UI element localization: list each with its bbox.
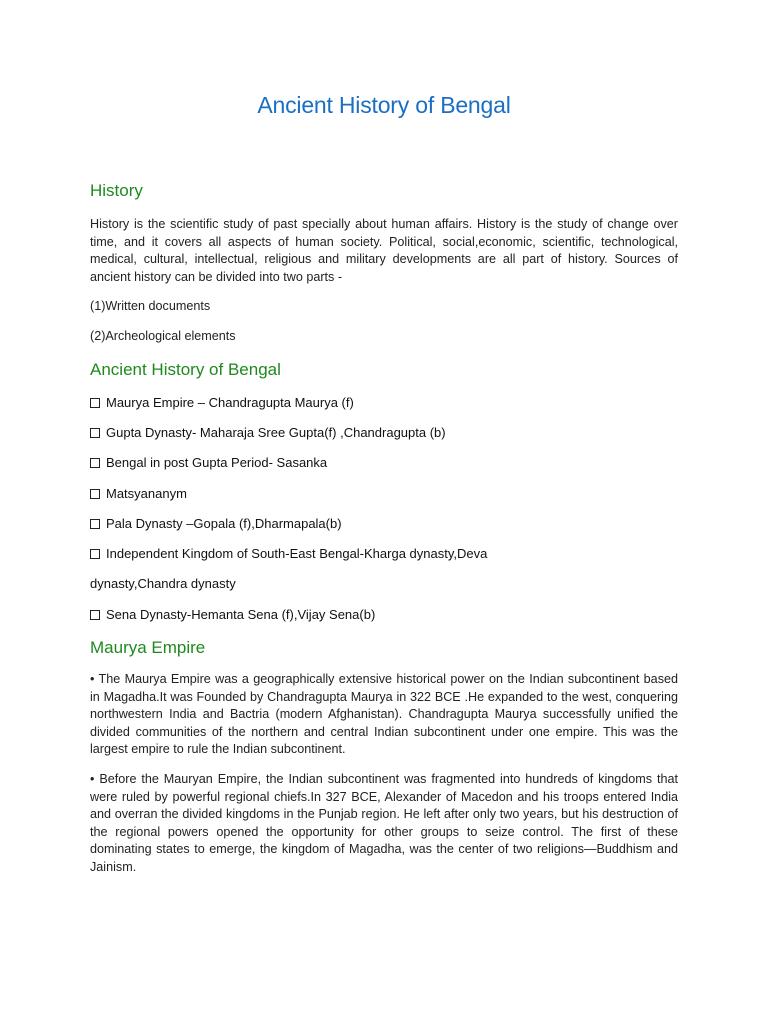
bullet-gupta [90,425,446,440]
bullet-text: Independent Kingdom of South-East Bengal-Kharga dynasty,Deva [106,546,488,561]
maurya-heading: Maurya Empire [90,638,206,657]
bullet-text: Pala Dynasty –Gopala (f),Dharmapala(b) [106,516,342,531]
bullet-pala [90,516,342,531]
bullet-independent-kingdom [90,546,487,561]
ancient-history-heading: Ancient History of Bengal [90,360,281,379]
checkbox-icon [90,610,100,620]
history-paragraph: History is the scientific study of past specially about human affairs. History is the study of change over time, and it covers all aspects of human society. Political, social,economic, scientific, technological, medical, cultural, intellectual, religious and military developments are all part of history. Sources of ancient history can be divided into two parts - [90,217,678,284]
checkbox-icon [90,519,100,529]
bullet-maurya [90,395,354,410]
bullet-text: Bengal in post Gupta Period- Sasanka [106,455,328,470]
bullet-text: Sena Dynasty-Hemanta Sena (f),Vijay Sena(b) [106,607,376,622]
maurya-paragraph-2: • Before the Mauryan Empire, the Indian subcontinent was fragmented into hundreds of kingdoms that were ruled by powerful regional chiefs.In 327 BCE, Alexander of Macedon and his troops entered India and overran the divided kingdoms in the Punjab region. He left after only two years, but his destruction of the regional powers opened the opportunity for other groups to seize control. The first of these dominating states to emerge, the kingdom of Magadha, was the center of two religions—Buddhism and Jainism. [90,772,678,874]
history-item-written: (1)Written documents [90,299,211,313]
bullet-matsyananym [90,486,187,501]
bullet-continuation: dynasty,Chandra dynasty [90,576,236,591]
checkbox-icon [90,549,100,559]
page-title: Ancient History of Bengal [257,92,511,118]
bullet-post-gupta [90,455,327,470]
checkbox-icon [90,489,100,499]
checkbox-icon [90,398,100,408]
history-heading: History [90,181,143,200]
checkbox-icon [90,428,100,438]
bullet-sena [90,607,375,622]
checkbox-icon [90,458,100,468]
bullet-text: Maurya Empire – Chandragupta Maurya (f) [106,395,354,410]
bullet-text: Matsyananym [106,486,187,501]
maurya-paragraph-1: • The Maurya Empire was a geographically extensive historical power on the Indian subcontinent based in Magadha.It was Founded by Chandragupta Maurya in 322 BCE .He expanded to the west, conquering northwestern India and Bactria (modern Afghanistan). Chandragupta Maurya successfully unified the divided communities of the northern and central Indian subcontinent under one empire. This was the largest empire to rule the Indian subcontinent. [90,672,678,756]
history-item-archeological: (2)Archeological elements [90,329,236,343]
bullet-text: Gupta Dynasty- Maharaja Sree Gupta(f) ,Chandragupta (b) [106,425,446,440]
